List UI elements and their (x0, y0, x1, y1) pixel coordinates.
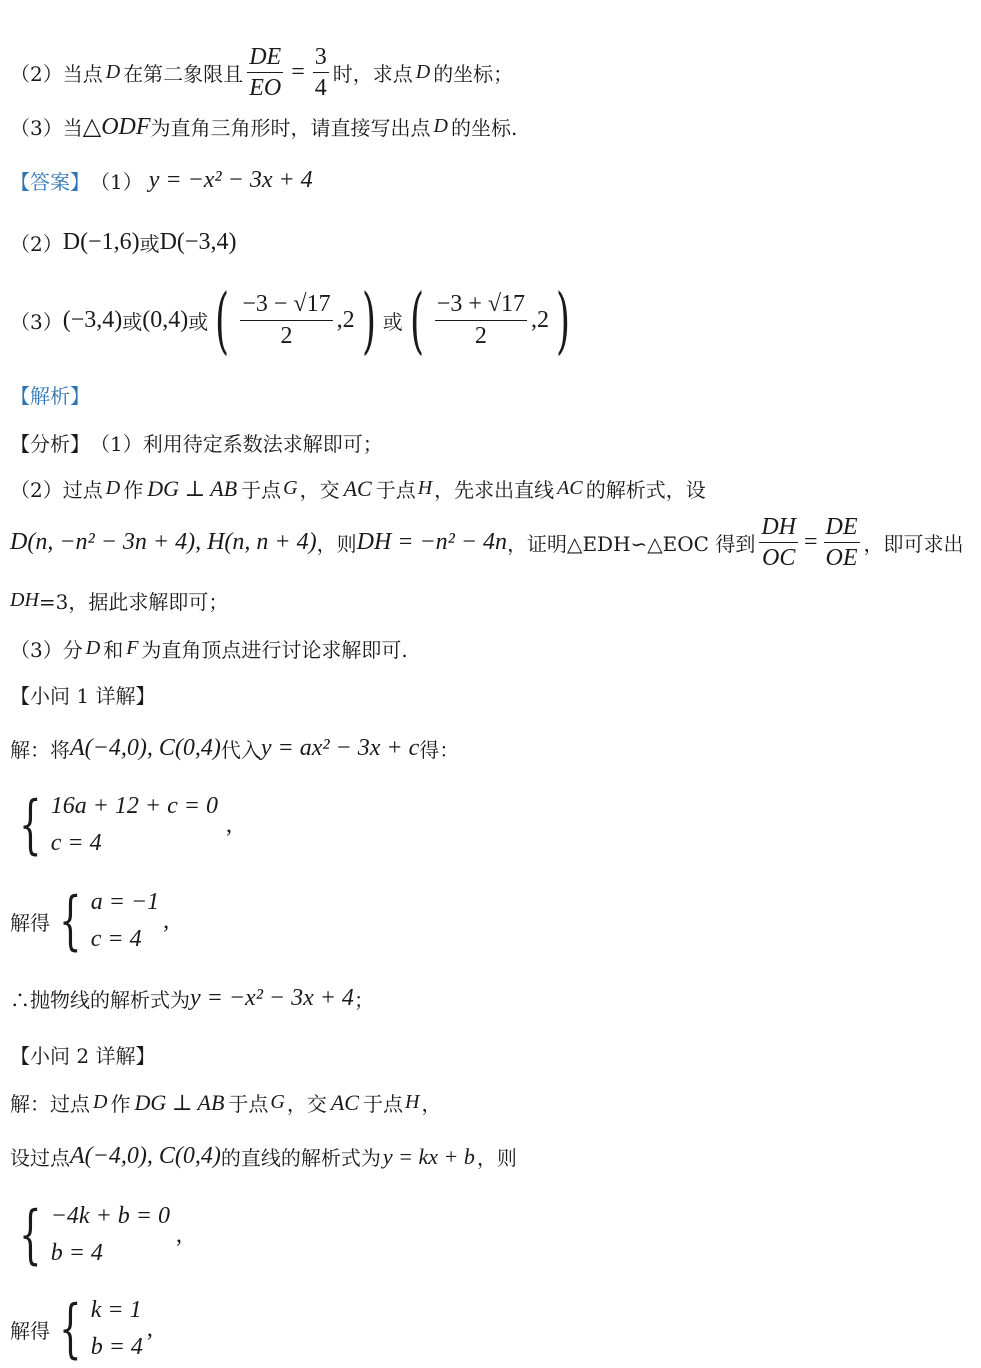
analysis-l5D: D (85, 637, 101, 659)
analysis-l3b: ，证明△EDH∽△EOC 得到 (507, 532, 756, 557)
brace-icon: { (19, 788, 42, 863)
sub2-l1H: H (404, 1091, 420, 1113)
system-rows (91, 1292, 143, 1366)
left-paren: ( (409, 278, 424, 362)
answer-3-fraction-1 (240, 291, 332, 349)
analysis-l2b: 作 (123, 478, 144, 502)
q2-val-den: 4 (314, 75, 327, 102)
sub1-concl-a: ∴抛物线的解析式为 (10, 988, 190, 1012)
sub2-l2b: 的直线的解析式为 (220, 1146, 381, 1170)
sub2-l1D: D (93, 1091, 108, 1113)
sub1-solve: 解得 (10, 910, 50, 935)
answer-1 (10, 166, 313, 195)
q3-D: D (433, 115, 448, 137)
left-paren: ( (215, 278, 230, 362)
analysis-l4-DH: DH (10, 589, 39, 611)
answer-3-or-1: 或 (122, 309, 143, 334)
answer-2-or: 或 (139, 232, 160, 256)
answer-2-label: （2） (10, 232, 63, 256)
q2-val-num: 3 (313, 44, 329, 73)
sub2-l1DG: DG ⊥ AB (134, 1089, 225, 1115)
system-rows (91, 884, 159, 958)
analysis-5 (10, 634, 408, 663)
analysis-l2a: （2）过点 (10, 478, 103, 502)
analysis-l3c: ，即可求出 (863, 532, 964, 557)
analysis-l5c: 为直角顶点进行讨论求解即可. (141, 638, 408, 662)
analysis-fraction-2 (824, 514, 860, 572)
analysis-l3-DH: DH = −n² − 4n (356, 529, 508, 556)
answer-3-y-2: ,2 (531, 306, 550, 333)
sub1-concl-b: ； (353, 988, 374, 1012)
sub2-l1f: ， (421, 1092, 442, 1116)
sub2-sys2-row-1: k = 1 (90, 1297, 142, 1323)
answer-1-expr: y = −x² − 3x + 4 (148, 167, 313, 193)
q2-D2: D (415, 61, 431, 84)
analysis-l2d: ，交 (299, 478, 340, 502)
sub1-l1c: 得： (419, 738, 460, 762)
q2-mid: 在第二象限且 (123, 62, 244, 87)
sub1-tag (10, 680, 155, 709)
system-rows (51, 1198, 170, 1272)
answer-2-point-1: D(−1,6) (62, 229, 140, 255)
analysis-l2e: 于点 (375, 478, 416, 502)
answer-3-or-2: 或 (188, 309, 209, 334)
analysis-l2H: H (417, 477, 433, 499)
sub1-tag-label: 【小问 1 详解】 (10, 684, 156, 708)
sub2-tag (10, 1040, 155, 1069)
sub1-l1b: 代入 (220, 738, 261, 762)
sub2-l1e: 于点 (362, 1092, 403, 1116)
analysis-l5a: （3）分 (10, 638, 83, 662)
sys2-row-1: a = −1 (90, 889, 160, 915)
answer-3-point-1: (−3,4) (62, 306, 123, 333)
answer-3-f1-den: 2 (280, 322, 293, 349)
sys2-comma: , (163, 907, 170, 934)
jiexi-tag (10, 380, 90, 409)
question-3 (10, 112, 517, 141)
answer-1-label: （1） (90, 170, 143, 194)
sub2-l1b: 作 (110, 1092, 131, 1116)
sub2-system-2 (10, 1292, 153, 1366)
q2-value-fraction (313, 44, 329, 102)
analysis-l2f: ，先求出直线 (434, 478, 555, 502)
sub2-points: A(−4,0), C(0,4) (70, 1143, 221, 1169)
sub2-sys1-row-1: −4k + b = 0 (50, 1203, 170, 1229)
analysis-fraction-1 (759, 514, 798, 572)
equation-system (50, 1292, 143, 1366)
sub2-l1d: ，交 (286, 1092, 327, 1116)
answer-2 (10, 228, 236, 257)
sub2-l1c: 于点 (228, 1092, 269, 1116)
equation-system (10, 788, 218, 862)
sub1-system-2 (10, 884, 169, 958)
analysis-1 (10, 428, 383, 457)
sys1-row-2: c = 4 (50, 830, 102, 857)
analysis-l3-points: D(n, −n² − 3n + 4), H(n, n + 4) (10, 529, 317, 556)
sub2-tag-label: 【小问 2 详解】 (10, 1044, 156, 1068)
equation-system (10, 1198, 170, 1272)
q2-frac-den: EO (249, 75, 282, 102)
sub2-line-equation: y = kx + b (382, 1143, 475, 1169)
analysis-3 (10, 514, 964, 572)
analysis-l5b: 和 (103, 638, 124, 662)
sub1-conclusion (10, 984, 374, 1013)
analysis-f2-den: OE (825, 545, 858, 572)
sub2-line-2 (10, 1142, 517, 1171)
sub1-equation: y = ax² − 3x + c (260, 735, 420, 761)
sys2-row-2: c = 4 (90, 926, 142, 953)
sub2-l2c: ，则 (476, 1146, 517, 1170)
sub1-concl-eq: y = −x² − 3x + 4 (190, 985, 354, 1011)
q2-pre: （2）当点 (10, 62, 103, 87)
answer-2-point-2: D(−3,4) (159, 229, 237, 255)
answer-3-or-3: 或 (382, 309, 403, 334)
right-paren: ) (361, 278, 376, 362)
brace-icon: { (59, 884, 82, 959)
answer-3-f2-den: 2 (474, 322, 487, 349)
question-2 (10, 44, 513, 102)
analysis-l2AC: AC (343, 475, 372, 501)
brace-icon: { (59, 1292, 82, 1367)
equation-system (50, 884, 159, 958)
q2-ratio-fraction (247, 44, 283, 102)
q2-end: 的坐标； (433, 62, 514, 87)
q3-mid: 为直角三角形时，请直接写出点 (150, 116, 431, 140)
analysis-l2g: 的解析式，设 (585, 478, 706, 502)
answer-3-label: （3） (10, 309, 63, 334)
brace-icon: { (19, 1198, 42, 1273)
analysis-l2D: D (105, 477, 121, 499)
analysis-eq: = (804, 529, 818, 556)
system-rows (51, 788, 218, 862)
sub2-sys2-row-2: b = 4 (90, 1334, 143, 1361)
sub2-l1a: 解：过点 (10, 1092, 90, 1116)
sub1-system-1 (10, 788, 232, 862)
analysis-f1-num: DH (759, 514, 798, 543)
sub2-solve: 解得 (10, 1318, 50, 1343)
sys1-comma: , (225, 811, 232, 838)
analysis-l1: （1）利用待定系数法求解即可； (90, 432, 383, 456)
sub1-line-1 (10, 734, 459, 763)
answer-3-f1-num: −3 − √17 (240, 291, 332, 320)
q3-end: 的坐标. (450, 116, 518, 140)
sub1-points: A(−4,0), C(0,4) (70, 735, 221, 761)
q2-eq: = (291, 59, 305, 86)
sub2-sys1-row-2: b = 4 (50, 1240, 103, 1267)
answer-3-fraction-2 (435, 291, 527, 349)
q3-triangle: △ODF (82, 114, 151, 140)
analysis-l5F: F (126, 637, 139, 659)
answer-3-point-2: (0,4) (142, 306, 189, 333)
sub2-l1G: G (270, 1091, 285, 1113)
q3-pre: （3）当 (10, 116, 83, 140)
q2-D: D (105, 61, 121, 84)
q2-frac-num: DE (247, 44, 283, 73)
analysis-f1-den: OC (761, 545, 796, 572)
sub2-system-1 (10, 1198, 182, 1272)
sys1-row-1: 16a + 12 + c = 0 (50, 793, 218, 819)
sub2-sys1-comma: , (175, 1221, 182, 1248)
jiexi-label: 【解析】 (10, 384, 90, 408)
sub2-l1AC: AC (330, 1089, 359, 1115)
sub2-sys2-comma: , (146, 1315, 153, 1342)
analysis-tag: 【分析】 (10, 432, 90, 456)
answer-3-y-1: ,2 (336, 306, 355, 333)
analysis-l3a: ，则 (316, 532, 357, 557)
analysis-f2-num: DE (824, 514, 860, 543)
analysis-4 (10, 586, 228, 615)
sub2-line-1 (10, 1088, 441, 1117)
answer-3-f2-num: −3 + √17 (435, 291, 527, 320)
right-paren: ) (556, 278, 571, 362)
answer-tag: 【答案】 (10, 170, 90, 194)
analysis-l2DG: DG ⊥ AB (147, 475, 238, 501)
q2-post: 时，求点 (332, 62, 413, 87)
analysis-l4: =3，据此求解即可； (38, 590, 229, 614)
analysis-l2AC2: AC (557, 477, 583, 499)
analysis-l2c: 于点 (241, 478, 282, 502)
analysis-l2G: G (283, 477, 298, 499)
answer-3 (10, 278, 577, 362)
sub1-l1a: 解：将 (10, 738, 70, 762)
sub2-l2a: 设过点 (10, 1146, 70, 1170)
analysis-2 (10, 474, 706, 503)
